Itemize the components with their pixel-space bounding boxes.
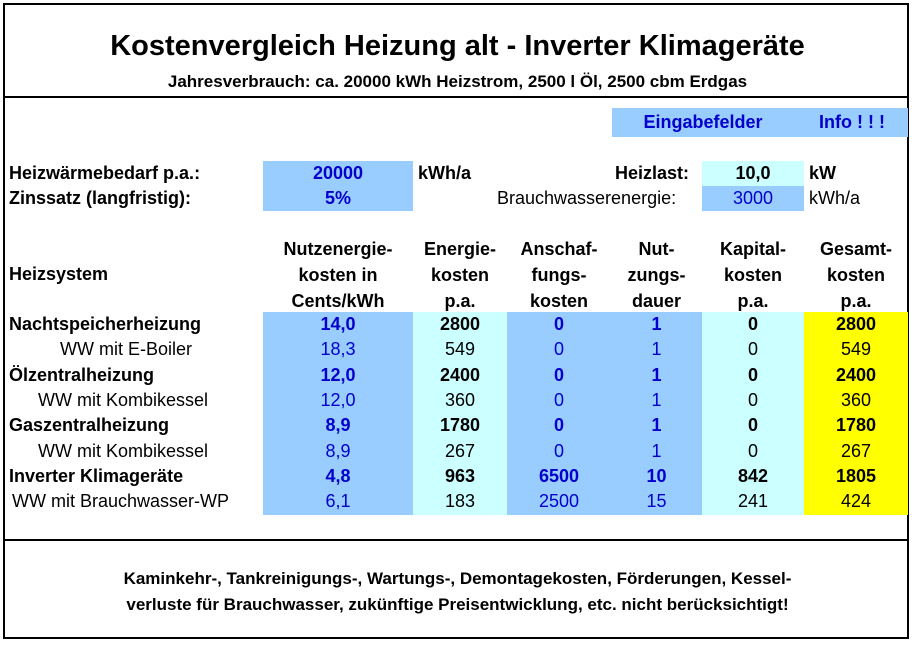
header-nutzungsdauer-line2: zungs- (627, 265, 686, 285)
header-gesamt-line1: Gesamt- (819, 239, 893, 259)
cell-nutzenergie[interactable]: 8,9 (325, 441, 351, 461)
cell-gesamt: 1780 (835, 415, 877, 435)
row-label: WW mit Kombikessel (38, 390, 209, 410)
header-anschaffung-line1: Anschaf- (520, 239, 598, 259)
divider-footer (3, 539, 909, 541)
header-energie-line3: p.a. (444, 291, 476, 311)
divider-title (3, 96, 909, 98)
cell-nutzenergie[interactable]: 14,0 (320, 314, 356, 334)
cell-anschaffung[interactable]: 0 (553, 365, 564, 385)
cell-energie: 267 (444, 441, 476, 461)
cell-kapital: 0 (747, 441, 758, 461)
header-anschaffung-line3: kosten (529, 291, 589, 311)
cell-energie: 1780 (439, 415, 481, 435)
row-label: Inverter Klimageräte (9, 466, 184, 486)
header-kapital-line2: kosten (723, 265, 783, 285)
cell-nutzungsdauer[interactable]: 1 (651, 339, 662, 359)
cell-nutzungsdauer[interactable]: 15 (646, 491, 667, 511)
header-kapital-line1: Kapital- (719, 239, 786, 259)
cell-nutzenergie[interactable]: 12,0 (320, 390, 356, 410)
header-nutzungsdauer-line3: dauer (631, 291, 682, 311)
header-nutzenergie-line3: Cents/kWh (291, 291, 385, 311)
row-label: Ölzentralheizung (9, 365, 155, 385)
cell-energie: 183 (444, 491, 476, 511)
header-gesamt-line3: p.a. (840, 291, 872, 311)
eingabefelder-tag: Eingabefelder (643, 112, 763, 132)
heizwaerme-value[interactable]: 20000 (312, 163, 364, 183)
cell-gesamt: 424 (840, 491, 872, 511)
row-label: WW mit Kombikessel (38, 441, 209, 461)
cell-anschaffung[interactable]: 6500 (538, 466, 580, 486)
cell-gesamt: 549 (840, 339, 872, 359)
heizwaerme-label: Heizwärmebedarf p.a.: (9, 163, 201, 183)
cell-gesamt: 2400 (835, 365, 877, 385)
header-nutzenergie-line2: kosten in (298, 265, 378, 285)
header-nutzenergie (263, 236, 413, 314)
cell-nutzungsdauer[interactable]: 1 (651, 314, 662, 334)
header-energie-line2: kosten (430, 265, 490, 285)
cell-energie: 2400 (439, 365, 481, 385)
cell-nutzungsdauer[interactable]: 1 (651, 390, 662, 410)
heizlast-value: 10,0 (735, 163, 771, 183)
header-anschaffung (507, 236, 611, 314)
cell-nutzenergie[interactable]: 4,8 (325, 466, 351, 486)
cell-kapital: 0 (747, 339, 758, 359)
footer-note-line1: Kaminkehr-, Tankreinigungs-, Wartungs-, Demontagekosten, Förderungen, Kessel- (123, 569, 792, 588)
info-tag[interactable]: Info ! ! ! (819, 112, 885, 132)
zinssatz-label: Zinssatz (langfristig): (9, 188, 192, 208)
page-title: Kostenvergleich Heizung alt - Inverter Klimageräte (110, 30, 805, 62)
cell-kapital: 241 (737, 491, 769, 511)
header-energie-line1: Energie- (423, 239, 497, 259)
cell-nutzungsdauer[interactable]: 1 (651, 441, 662, 461)
cell-nutzungsdauer[interactable]: 10 (646, 466, 667, 486)
header-gesamt (804, 236, 908, 314)
cell-kapital: 842 (737, 466, 769, 486)
cell-anschaffung[interactable]: 0 (553, 339, 564, 359)
cell-energie: 360 (444, 390, 476, 410)
cell-energie: 2800 (439, 314, 481, 334)
header-gesamt-line2: kosten (826, 265, 886, 285)
header-anschaffung-line2: fungs- (531, 265, 587, 285)
cell-nutzenergie[interactable]: 18,3 (320, 339, 356, 359)
row-label: WW mit E-Boiler (60, 339, 192, 359)
cell-anschaffung[interactable]: 0 (553, 314, 564, 334)
heizlast-label: Heizlast: (615, 163, 690, 183)
cell-kapital: 0 (747, 415, 758, 435)
cell-nutzungsdauer[interactable]: 1 (651, 415, 662, 435)
row-label: Gaszentralheizung (9, 415, 170, 435)
cell-energie: 549 (444, 339, 476, 359)
header-kapital (702, 236, 804, 314)
cell-kapital: 0 (747, 390, 758, 410)
brauchwasser-unit: kWh/a (809, 188, 861, 208)
cell-nutzenergie[interactable]: 8,9 (325, 415, 351, 435)
cell-anschaffung[interactable]: 0 (553, 441, 564, 461)
row-label: WW mit Brauchwasser-WP (12, 491, 230, 511)
header-kapital-line3: p.a. (737, 291, 769, 311)
cell-anschaffung[interactable]: 0 (553, 415, 564, 435)
header-nutzungsdauer-line1: Nut- (638, 239, 675, 259)
heizlast-unit: kW (809, 163, 836, 183)
cell-kapital: 0 (747, 365, 758, 385)
brauchwasser-value[interactable]: 3000 (732, 188, 774, 208)
cell-kapital: 0 (747, 314, 758, 334)
brauchwasser-label: Brauchwasserenergie: (497, 188, 677, 208)
footer-note-line2: verluste für Brauchwasser, zukünftige Preisentwicklung, etc. nicht berücksichtigt! (126, 595, 789, 614)
cell-anschaffung[interactable]: 2500 (538, 491, 580, 511)
page-subtitle: Jahresverbrauch: ca. 20000 kWh Heizstrom, 2500 l Öl, 2500 cbm Erdgas (167, 72, 748, 91)
heizwaerme-unit: kWh/a (418, 163, 472, 183)
cell-gesamt: 2800 (835, 314, 877, 334)
zinssatz-value[interactable]: 5% (324, 188, 351, 208)
header-heizsystem: Heizsystem (9, 264, 109, 284)
cell-gesamt: 360 (840, 390, 872, 410)
cell-nutzenergie[interactable]: 12,0 (320, 365, 356, 385)
header-energie (413, 236, 507, 314)
cell-nutzungsdauer[interactable]: 1 (651, 365, 662, 385)
header-nutzungsdauer (611, 236, 702, 314)
row-label: Nachtspeicherheizung (9, 314, 202, 334)
cell-anschaffung[interactable]: 0 (553, 390, 564, 410)
cell-energie: 963 (444, 466, 476, 486)
cell-gesamt: 1805 (835, 466, 877, 486)
cell-gesamt: 267 (840, 441, 872, 461)
header-nutzenergie-line1: Nutzenergie- (283, 239, 393, 259)
cell-nutzenergie[interactable]: 6,1 (325, 491, 351, 511)
